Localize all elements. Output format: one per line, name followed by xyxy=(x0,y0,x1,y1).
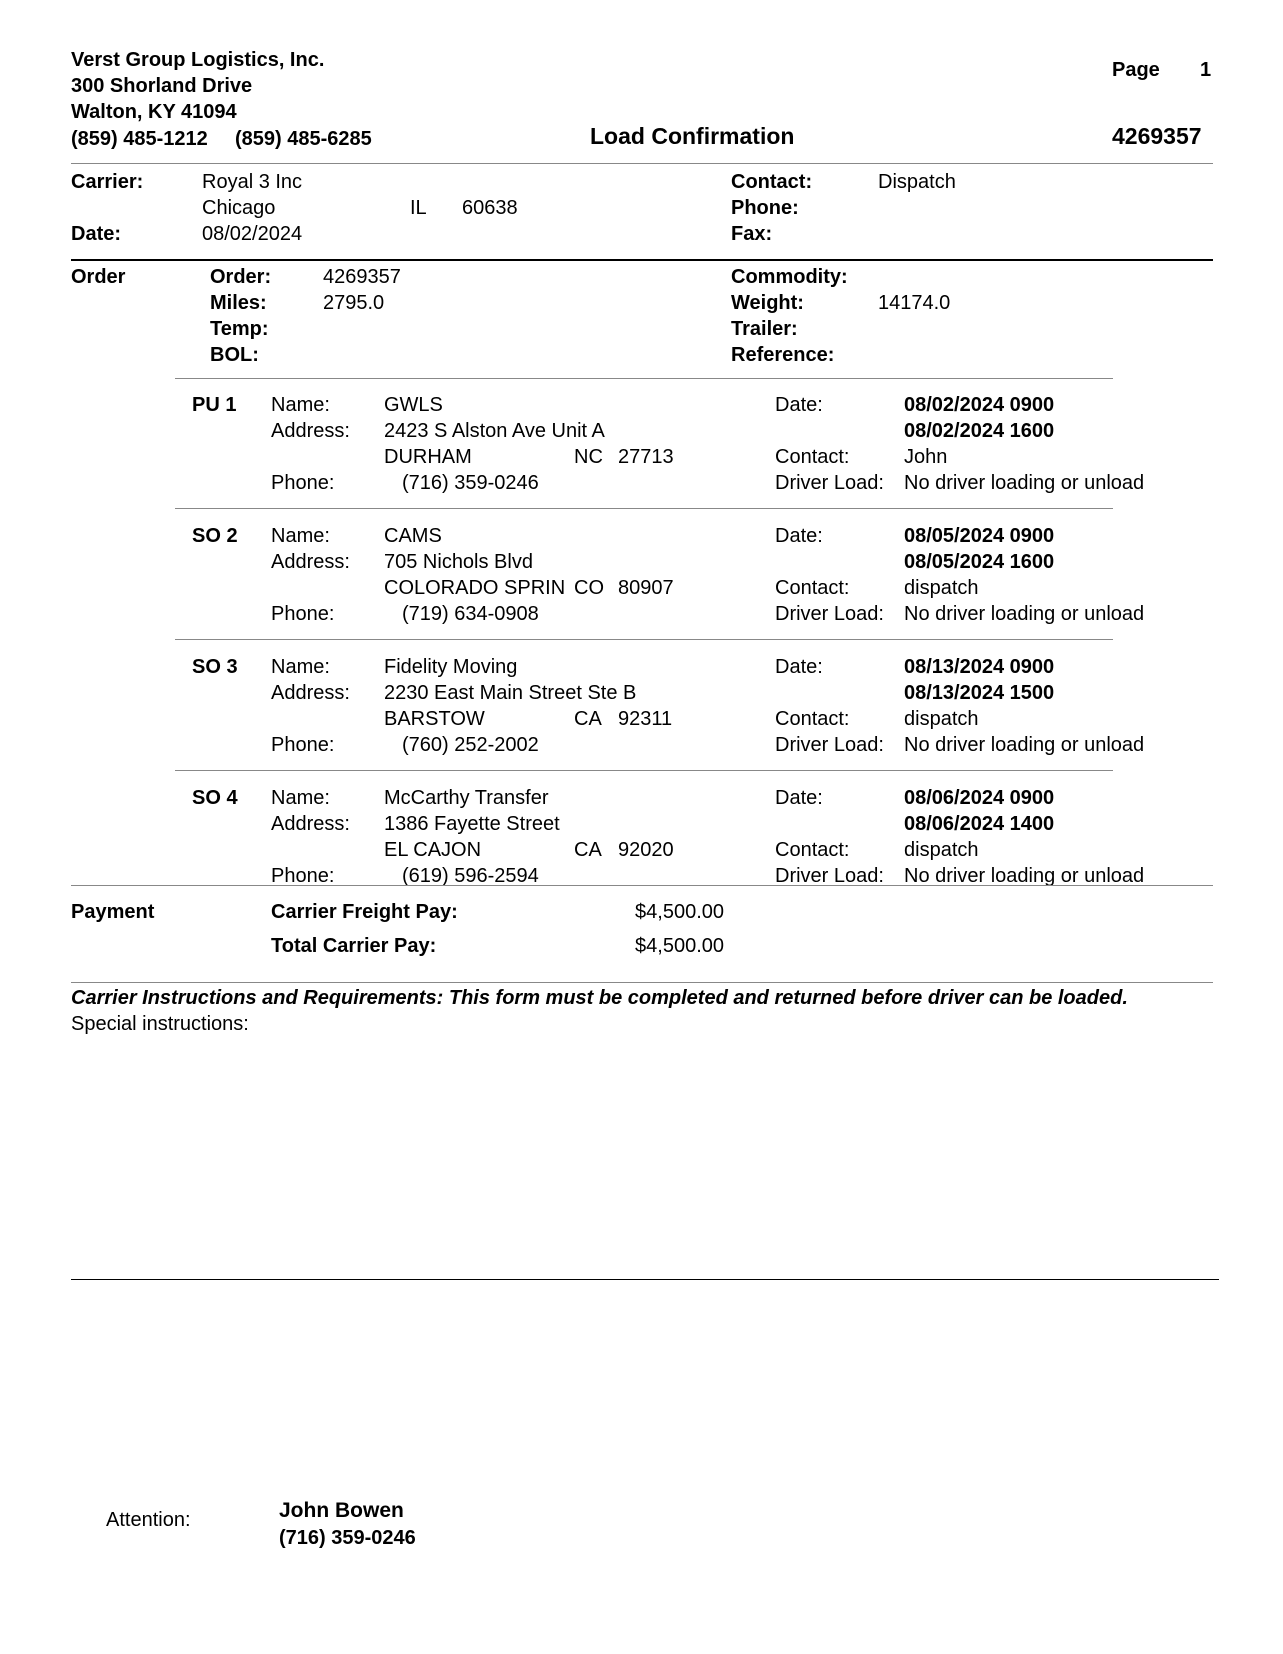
stop-date-label: Date: xyxy=(775,787,823,809)
signature-line xyxy=(71,1279,1219,1280)
stop-phone: (719) 634-0908 xyxy=(402,603,539,625)
divider xyxy=(175,508,1113,509)
carrier-contact: Dispatch xyxy=(878,171,956,193)
stop-name-label: Name: xyxy=(271,787,330,809)
instructions-heading: Carrier Instructions and Requirements: This form must be completed and returned before driver can be loaded. xyxy=(71,987,1128,1009)
fax-label: Fax: xyxy=(731,223,773,245)
stop-state: NC xyxy=(574,446,603,468)
divider xyxy=(175,770,1113,771)
stop-state: CO xyxy=(574,577,604,599)
stop-zip: 80907 xyxy=(618,577,674,599)
divider xyxy=(175,378,1113,379)
carrier-zip: 60638 xyxy=(462,197,518,219)
stop-date-start: 08/02/2024 0900 xyxy=(904,394,1055,416)
company-city: Walton, KY 41094 xyxy=(71,101,237,123)
commodity-label: Commodity: xyxy=(731,266,848,288)
stop-zip: 27713 xyxy=(618,446,674,468)
stop-code: SO 3 xyxy=(192,656,238,678)
doc-title: Load Confirmation xyxy=(590,123,795,149)
stop-driver-load: No driver loading or unload xyxy=(904,865,1145,887)
stop-name-label: Name: xyxy=(271,394,330,416)
stop-state: CA xyxy=(574,839,602,861)
stop-contact: John xyxy=(904,446,948,468)
stop-contact: dispatch xyxy=(904,839,979,861)
stop-contact: dispatch xyxy=(904,708,979,730)
page-number: 1 xyxy=(1200,59,1212,81)
stop-phone: (760) 252-2002 xyxy=(402,734,539,756)
stop-contact-label: Contact: xyxy=(775,839,850,861)
total-pay-value: $4,500.00 xyxy=(635,935,724,957)
miles-label: Miles: xyxy=(210,292,267,314)
divider xyxy=(175,639,1113,640)
weight-label: Weight: xyxy=(731,292,804,314)
company-phone-1: (859) 485-1212 xyxy=(71,128,208,150)
stop-code: SO 2 xyxy=(192,525,238,547)
freight-pay-value: $4,500.00 xyxy=(635,901,724,923)
stop-address: 2230 East Main Street Ste B xyxy=(384,682,637,704)
stop-date-end: 08/05/2024 1600 xyxy=(904,551,1055,573)
order-section-label: Order xyxy=(71,266,126,288)
company-street: 300 Shorland Drive xyxy=(71,75,253,97)
stop-city: BARSTOW xyxy=(384,708,485,730)
special-instructions-label: Special instructions: xyxy=(71,1013,249,1035)
temp-label: Temp: xyxy=(210,318,269,340)
stop-city: DURHAM xyxy=(384,446,472,468)
stop-phone-label: Phone: xyxy=(271,734,335,756)
stop-address-label: Address: xyxy=(271,551,350,573)
total-pay-label: Total Carrier Pay: xyxy=(271,935,437,957)
payment-section-label: Payment xyxy=(71,901,155,923)
company-name: Verst Group Logistics, Inc. xyxy=(71,49,325,71)
stop-name: McCarthy Transfer xyxy=(384,787,549,809)
stop-code: PU 1 xyxy=(192,394,237,416)
carrier-city: Chicago xyxy=(202,197,276,219)
stop-driver-load: No driver loading or unload xyxy=(904,734,1145,756)
page-label: Page xyxy=(1112,59,1160,81)
doc-number: 4269357 xyxy=(1112,123,1202,149)
stop-address-label: Address: xyxy=(271,682,350,704)
stop-address: 2423 S Alston Ave Unit A xyxy=(384,420,605,442)
stop-contact-label: Contact: xyxy=(775,708,850,730)
divider xyxy=(71,885,1213,886)
stop-phone-label: Phone: xyxy=(271,603,335,625)
stop-city: COLORADO SPRIN xyxy=(384,577,566,599)
stop-date-label: Date: xyxy=(775,525,823,547)
carrier-date: 08/02/2024 xyxy=(202,223,303,245)
stop-driver-load-label: Driver Load: xyxy=(775,865,884,887)
attention-name: John Bowen xyxy=(279,1499,404,1522)
stop-name: GWLS xyxy=(384,394,443,416)
divider xyxy=(71,259,1213,261)
stop-date-start: 08/05/2024 0900 xyxy=(904,525,1055,547)
order-label: Order: xyxy=(210,266,272,288)
stop-date-start: 08/13/2024 0900 xyxy=(904,656,1055,678)
stop-date-end: 08/02/2024 1600 xyxy=(904,420,1055,442)
divider xyxy=(71,982,1213,983)
divider xyxy=(71,163,1213,164)
stop-contact: dispatch xyxy=(904,577,979,599)
stop-date-start: 08/06/2024 0900 xyxy=(904,787,1055,809)
miles-value: 2795.0 xyxy=(323,292,385,314)
stop-name-label: Name: xyxy=(271,656,330,678)
carrier-name: Royal 3 Inc xyxy=(202,171,303,193)
stop-driver-load: No driver loading or unload xyxy=(904,472,1145,494)
stop-phone-label: Phone: xyxy=(271,865,335,887)
stop-date-end: 08/06/2024 1400 xyxy=(904,813,1055,835)
stop-name: Fidelity Moving xyxy=(384,656,518,678)
stop-date-end: 08/13/2024 1500 xyxy=(904,682,1055,704)
stop-driver-load-label: Driver Load: xyxy=(775,734,884,756)
stop-date-label: Date: xyxy=(775,394,823,416)
stop-address-label: Address: xyxy=(271,420,350,442)
stop-date-label: Date: xyxy=(775,656,823,678)
stop-zip: 92311 xyxy=(618,708,673,730)
attention-label: Attention: xyxy=(106,1509,191,1531)
stop-code: SO 4 xyxy=(192,787,238,809)
stop-phone: (716) 359-0246 xyxy=(402,472,539,494)
stop-state: CA xyxy=(574,708,602,730)
stop-city: EL CAJON xyxy=(384,839,482,861)
carrier-state: IL xyxy=(410,197,427,219)
freight-pay-label: Carrier Freight Pay: xyxy=(271,901,458,923)
attention-phone: (716) 359-0246 xyxy=(279,1527,416,1549)
stop-zip: 92020 xyxy=(618,839,674,861)
stop-phone: (619) 596-2594 xyxy=(402,865,539,887)
stop-contact-label: Contact: xyxy=(775,577,850,599)
stop-name-label: Name: xyxy=(271,525,330,547)
weight-value: 14174.0 xyxy=(878,292,951,314)
order-value: 4269357 xyxy=(323,266,401,288)
stop-address: 1386 Fayette Street xyxy=(384,813,560,835)
stop-name: CAMS xyxy=(384,525,442,547)
reference-label: Reference: xyxy=(731,344,835,366)
stop-address-label: Address: xyxy=(271,813,350,835)
stop-driver-load: No driver loading or unload xyxy=(904,603,1145,625)
stop-address: 705 Nichols Blvd xyxy=(384,551,533,573)
stop-driver-load-label: Driver Load: xyxy=(775,472,884,494)
trailer-label: Trailer: xyxy=(731,318,798,340)
stop-contact-label: Contact: xyxy=(775,446,850,468)
bol-label: BOL: xyxy=(210,344,259,366)
contact-label: Contact: xyxy=(731,171,813,193)
company-phone-2: (859) 485-6285 xyxy=(235,128,372,150)
stop-phone-label: Phone: xyxy=(271,472,335,494)
phone-label: Phone: xyxy=(731,197,799,219)
stop-driver-load-label: Driver Load: xyxy=(775,603,884,625)
date-label: Date: xyxy=(71,223,122,245)
carrier-label: Carrier: xyxy=(71,171,144,193)
